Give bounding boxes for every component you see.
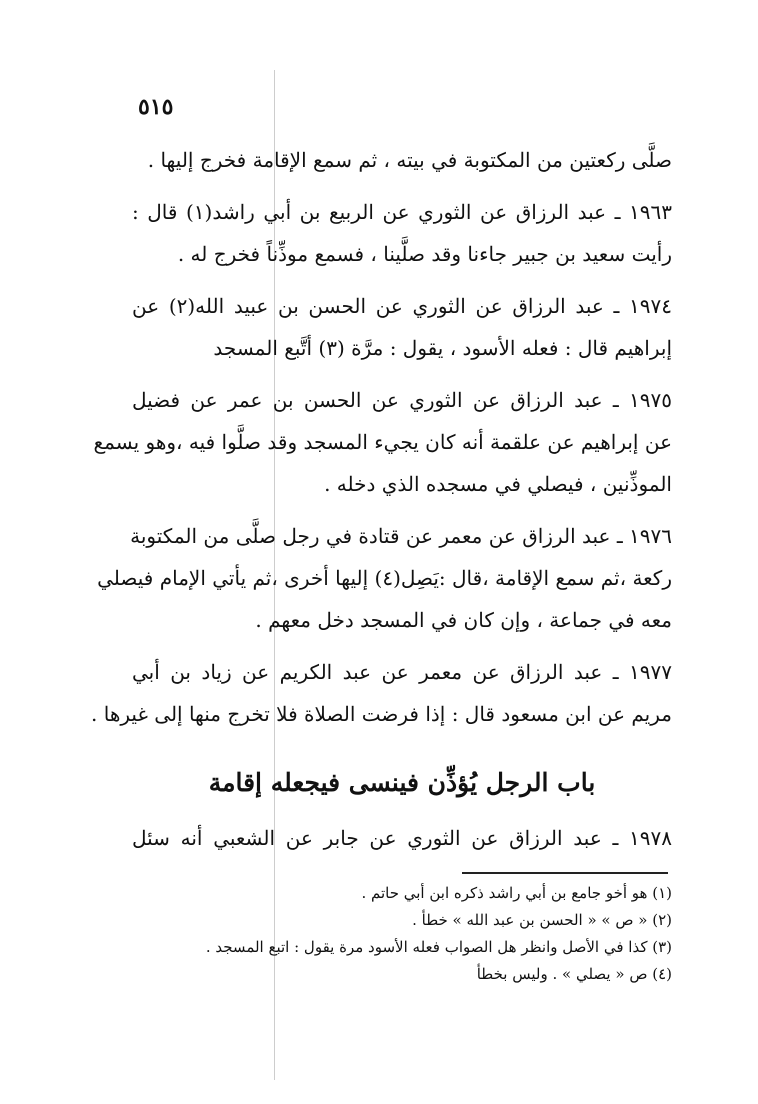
footnote-3: (٣) كذا في الأصل وانظر هل الصواب فعله الأسود مرة يقول : اتبع المسجد . [205,938,672,956]
text-line-hadith-1976: ١٩٧٦ ـ عبد الرزاق عن معمر عن قتادة في رجل صلَّى من المكتوبة [130,524,672,548]
text-line-hadith-1977: ١٩٧٧ ـ عبد الرزاق عن معمر عن عبد الكريم عن زياد بن أبي [132,660,672,684]
footnote-2: (٢) « ص » « الحسن بن عبد الله » خطأ . [412,911,672,929]
main-text [91,148,672,726]
footnote-separator [462,872,668,874]
page-number: ٥١٥ [138,94,174,120]
text-line: صلَّى ركعتين من المكتوبة في بيته ، ثم سمع الإقامة فخرج إليها . [147,148,672,172]
footnotes [205,884,672,992]
text-line: ركعة ،ثم سمع الإقامة ،قال :يَصِل(٤) إليها أخرى ،ثم يأتي الإمام فيصلي [97,566,672,590]
text-line: رأيت سعيد بن جبير جاءنا وقد صلَّينا ، فسمع موذِّناً فخرج له . [177,242,672,266]
text-line: إبراهيم قال : فعله الأسود ، يقول : مرَّة (٣) أتَّبع المسجد [213,336,672,360]
chapter-heading: باب الرجل يُؤذِّن فينسى فيجعله إقامة [208,768,596,797]
footnote-1: (١) هو أخو جامع بن أبي راشد ذكره ابن أبي حاتم . [361,884,672,902]
footnote-4: (٤) ص « يصلي » . وليس بخطأ [476,965,672,983]
text-line: ١٩٧٨ ـ عبد الرزاق عن الثوري عن جابر عن الشعبي أنه سئل [132,826,672,850]
text-line: الموذِّنين ، فيصلي في مسجده الذي دخله . [324,472,672,496]
text-line-hadith-1963: ١٩٦٣ ـ عبد الرزاق عن الثوري عن الربيع بن أبي راشد(١) قال : [132,200,672,224]
text-line: معه في جماعة ، وإن كان في المسجد دخل معهم . [255,608,672,632]
text-line-hadith-1975: ١٩٧٥ ـ عبد الرزاق عن الثوري عن الحسن بن عمر عن فضيل [132,388,672,412]
text-line-hadith-1978 [132,828,672,848]
text-line: عن إبراهيم عن علقمة أنه كان يجيء المسجد وقد صلَّوا فيه ،وهو يسمع [93,430,672,454]
text-line-hadith-1974: ١٩٧٤ ـ عبد الرزاق عن الثوري عن الحسن بن عبيد الله(٢) عن [132,294,672,318]
text-line: مريم عن ابن مسعود قال : إذا فرضت الصلاة فلا تخرج منها إلى غيرها . [91,702,672,726]
